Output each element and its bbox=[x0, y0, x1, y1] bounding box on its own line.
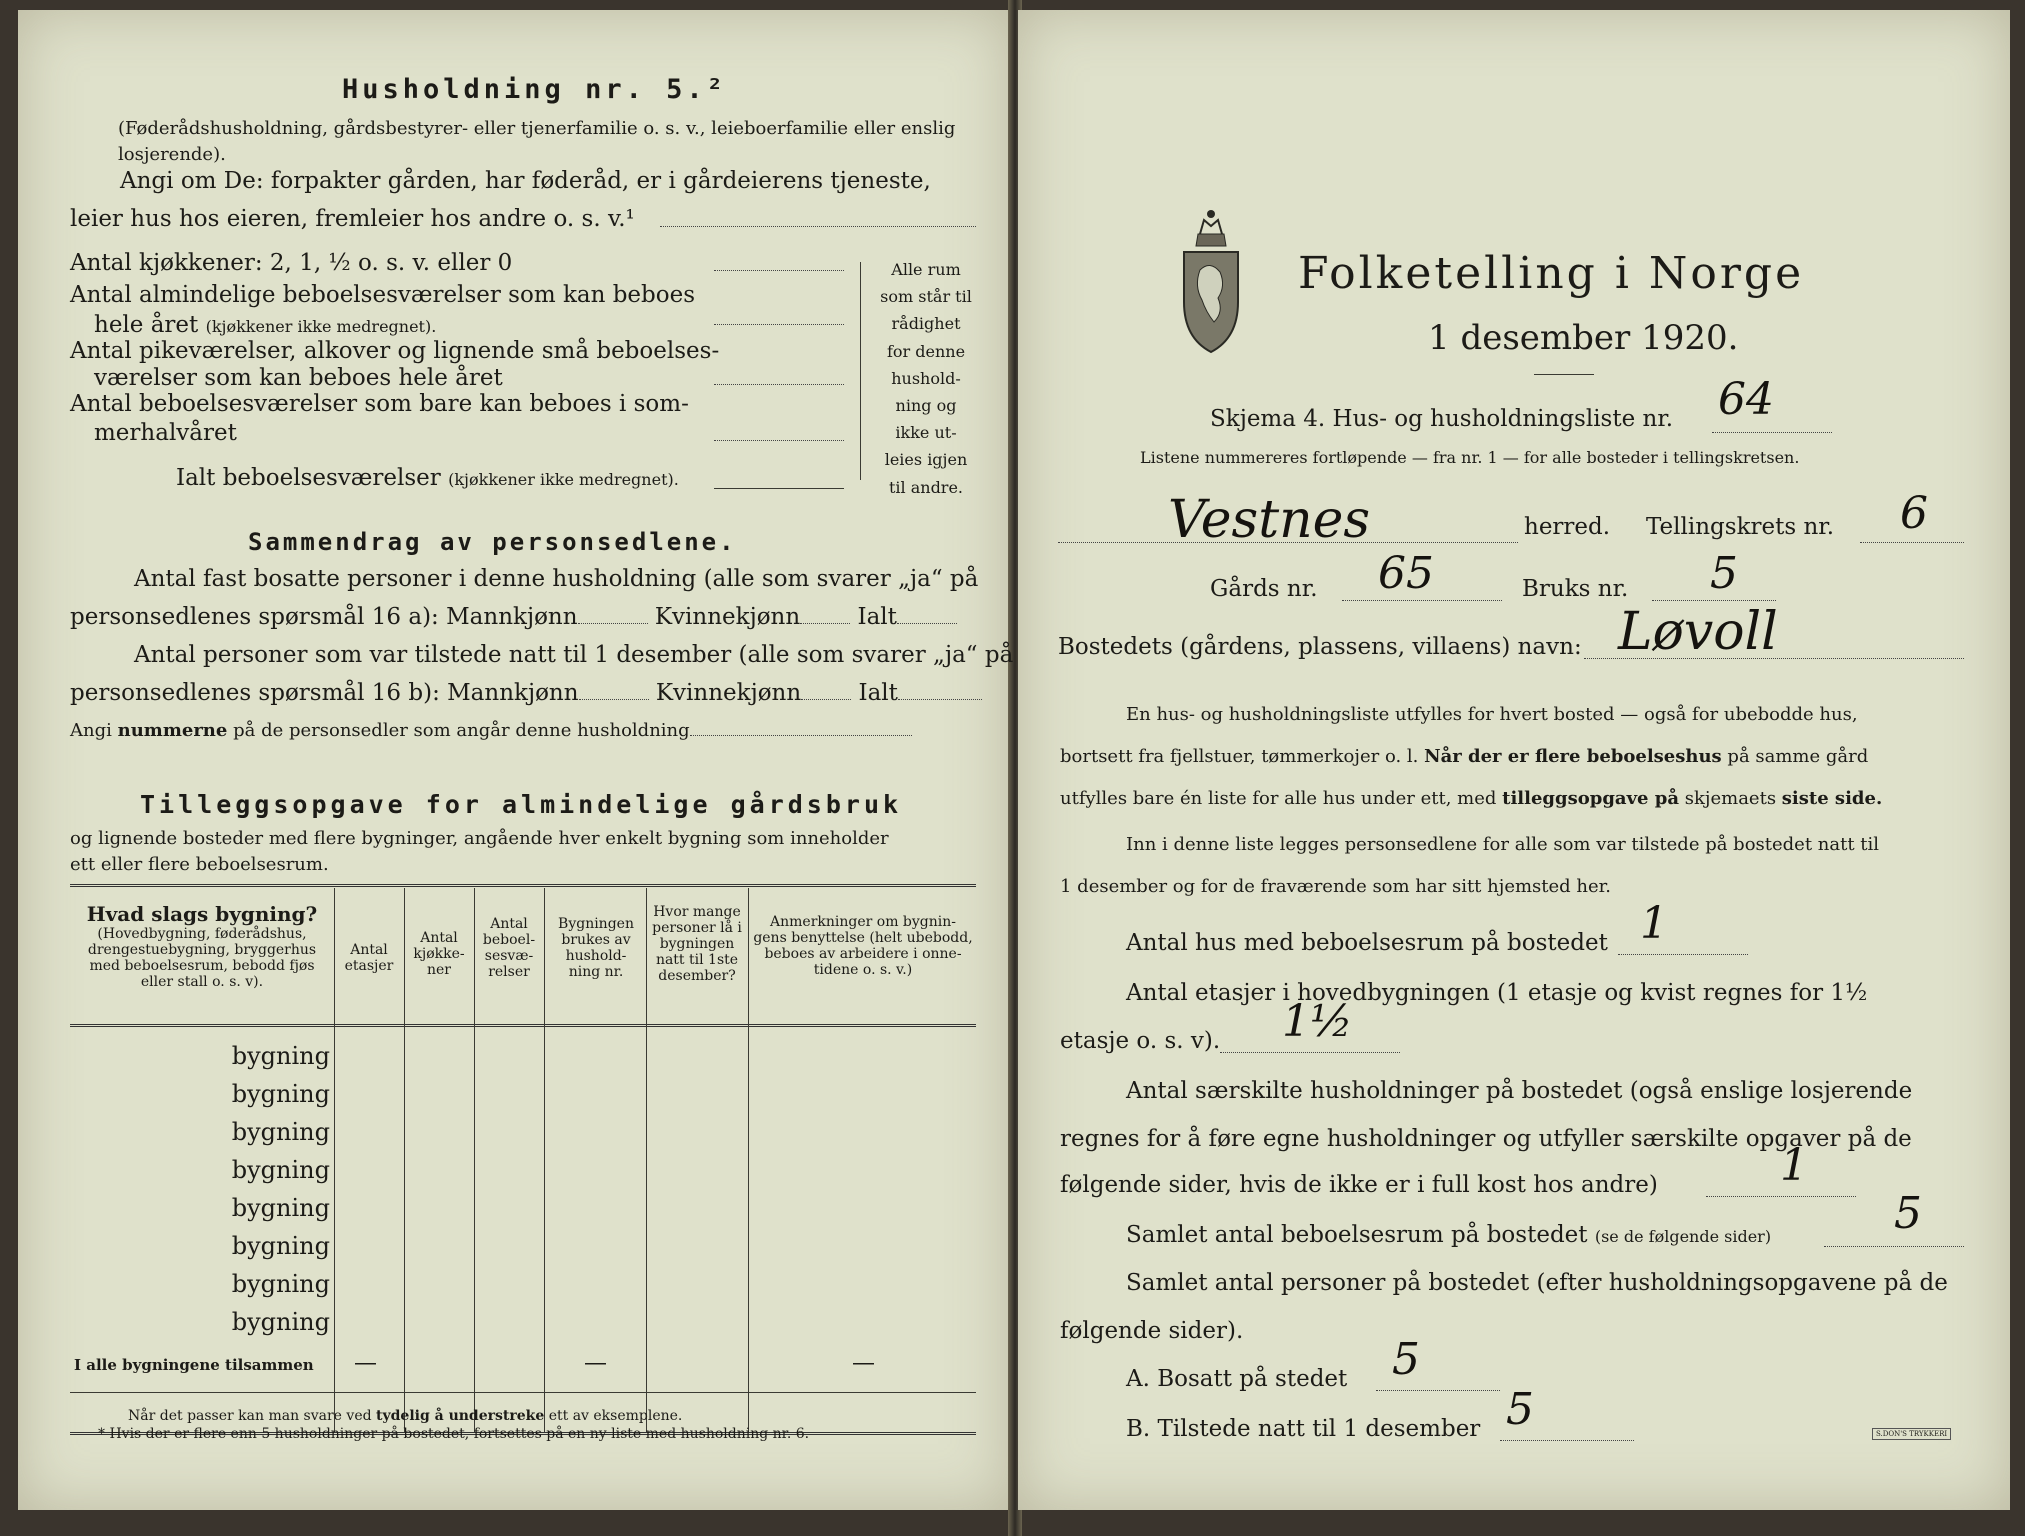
para2-line-1: Inn i denne liste legges personsedlene for alle som var tilstede på bostedet natt til bbox=[1126, 834, 1880, 855]
answer-line-alm bbox=[714, 324, 844, 325]
herred-line bbox=[1058, 542, 1518, 543]
samlet-rum-line bbox=[1824, 1246, 1964, 1247]
krets-value: 6 bbox=[1900, 488, 1928, 539]
tilstede-line-2: personsedlenes spørsmål 16 b): Mannkjønn Kvinnekjønn Ialt bbox=[70, 680, 982, 706]
date-rule bbox=[1534, 374, 1594, 375]
tillegg-sub-2: ett eller flere beboelsesrum. bbox=[70, 854, 329, 875]
gards-line bbox=[1342, 600, 1502, 601]
etasjer-line bbox=[1220, 1052, 1400, 1053]
gards-value: 65 bbox=[1378, 548, 1434, 599]
kjokkener-label: Antal kjøkkener: 2, 1, ½ o. s. v. eller 0 bbox=[70, 250, 513, 276]
total-dash-husholdning: — bbox=[584, 1350, 607, 1376]
tilstede-label: B. Tilstede natt til 1 desember bbox=[1126, 1416, 1481, 1442]
fast-line-1: Antal fast bosatte personer i denne husholdning (alle som svarer „ja“ på bbox=[134, 566, 979, 592]
total-dash-etasjer: — bbox=[354, 1350, 377, 1376]
hus-value: 1 bbox=[1640, 898, 1668, 949]
para1-line-2: bortsett fra fjellstuer, tømmerkojer o. l. Når der er flere beboelseshus på samme gård bbox=[1060, 746, 1869, 767]
para1-line-3: utfylles bare én liste for alle hus under ett, med tilleggsopgave på skjemaets siste side. bbox=[1060, 788, 1883, 809]
fast-line-2: personsedlenes spørsmål 16 a): Mannkjønn Kvinnekjønn Ialt bbox=[70, 604, 957, 630]
som-label-2: merhalvåret bbox=[94, 420, 237, 446]
tilstede-value: 5 bbox=[1506, 1384, 1534, 1435]
sammendrag-title: Sammendrag av personsedlene. bbox=[248, 528, 737, 556]
angi-line-1: Angi om De: forpakter gården, har føderåd, er i gårdeierens tjeneste, bbox=[120, 168, 931, 194]
samlet-rum-value: 5 bbox=[1894, 1188, 1922, 1239]
table-row-7: bygning bbox=[231, 1270, 330, 1298]
household-title: Husholdning nr. 5.² bbox=[342, 74, 727, 105]
col-head-husholdning: Bygningen brukes av hushold- ning nr. bbox=[558, 916, 634, 981]
answer-line-pike bbox=[714, 384, 844, 385]
table-total-rule-top bbox=[70, 1392, 976, 1393]
col-div-3 bbox=[474, 888, 475, 1432]
answer-line-kjokkener bbox=[714, 270, 844, 271]
table-top-rule bbox=[70, 884, 976, 887]
etasjer-value: 1½ bbox=[1282, 996, 1353, 1047]
col-div-6 bbox=[748, 888, 749, 1432]
col-head-building-type: Hvad slags bygning? (Hovedbygning, føderådshus, drengestuebygning, bryggerhus med beboelsesrum, bebodd fjøs eller stall o. s. v). bbox=[86, 902, 318, 991]
table-row-3: bygning bbox=[231, 1118, 330, 1146]
bosatt-value: 5 bbox=[1392, 1334, 1420, 1385]
herred-label: herred. bbox=[1524, 514, 1611, 540]
census-date: 1 desember 1920. bbox=[1428, 318, 1739, 358]
table-head-rule bbox=[70, 1024, 976, 1027]
ialt-label: Ialt beboelsesværelser (kjøkkener ikke medregnet). bbox=[176, 465, 679, 491]
col-div-2 bbox=[404, 888, 405, 1432]
gards-label: Gårds nr. bbox=[1210, 576, 1318, 602]
bosatt-label: A. Bosatt på stedet bbox=[1126, 1366, 1348, 1392]
hus-label: Antal hus med beboelsesrum på bostedet bbox=[1126, 930, 1608, 956]
table-row-8: bygning bbox=[231, 1308, 330, 1336]
angi-line-2: leier hus hos eieren, fremleier hos andre o. s. v.¹ bbox=[70, 206, 635, 232]
col-div-4 bbox=[544, 888, 545, 1432]
bosatt-line bbox=[1376, 1390, 1500, 1391]
hus-line bbox=[1618, 954, 1748, 955]
sarskilt-line-2: regnes for å føre egne husholdninger og utfyller særskilte opgaver på de bbox=[1060, 1126, 1912, 1152]
listene-note: Listene nummereres fortløpende — fra nr. 1 — for alle bosteder i tellingskretsen. bbox=[1140, 448, 1800, 467]
pike-label-1: Antal pikeværelser, alkover og lignende små beboelses- bbox=[70, 338, 720, 364]
household-subtitle: (Føderådshusholdning, gårdsbestyrer- eller tjenerfamilie o. s. v., leieboerfamilie eller enslig losjerende). bbox=[118, 118, 956, 166]
alm-label-1: Antal almindelige beboelsesværelser som kan beboes bbox=[70, 282, 696, 308]
table-row-5: bygning bbox=[231, 1194, 330, 1222]
sarskilt-line bbox=[1706, 1196, 1856, 1197]
etasjer-line-2: etasje o. s. v). bbox=[1060, 1028, 1221, 1054]
herred-value: Vestnes bbox=[1168, 490, 1371, 550]
answer-line-ialt bbox=[714, 488, 844, 489]
samlet-pers-line-2: følgende sider). bbox=[1060, 1318, 1244, 1344]
angi-nummer: Angi nummerne på de personsedler som angår denne husholdning bbox=[70, 720, 912, 741]
angi-answer-line bbox=[660, 226, 976, 227]
skjema-label: Skjema 4. Hus- og husholdningsliste nr. bbox=[1210, 406, 1674, 432]
krets-label: Tellingskrets nr. bbox=[1646, 514, 1835, 540]
tilstede-line bbox=[1500, 1440, 1634, 1441]
etasjer-line-1: Antal etasjer i hovedbygningen (1 etasje og kvist regnes for 1½ bbox=[1126, 980, 1868, 1006]
col-head-beboelse: Antal beboel- sesvæ- relser bbox=[482, 916, 536, 981]
col-head-kjokkener: Antal kjøkke- ner bbox=[413, 930, 465, 979]
footnote-2: * Hvis der er flere enn 5 husholdninger på bostedet, fortsettes på en ny liste med husholdning nr. 6. bbox=[98, 1426, 810, 1442]
sarskilt-value: 1 bbox=[1780, 1140, 1808, 1191]
table-row-6: bygning bbox=[231, 1232, 330, 1260]
krets-line bbox=[1860, 542, 1964, 543]
bruks-label: Bruks nr. bbox=[1522, 576, 1629, 602]
bosted-line bbox=[1584, 658, 1964, 659]
samlet-rum-label: Samlet antal beboelsesrum på bostedet (se de følgende sider) bbox=[1126, 1222, 1772, 1248]
tillegg-title: Tilleggsopgave for almindelige gårdsbruk bbox=[140, 790, 903, 819]
col-head-personer: Hvor mange personer lå i bygningen natt til 1ste desember? bbox=[652, 904, 742, 985]
sarskilt-line-3: følgende sider, hvis de ikke er i full kost hos andre) bbox=[1060, 1172, 1658, 1198]
table-row-1: bygning bbox=[231, 1042, 330, 1070]
census-title: Folketelling i Norge bbox=[1298, 248, 1805, 299]
alm-label-2: hele året (kjøkkener ikke medregnet). bbox=[94, 312, 437, 338]
pike-label-2: værelser som kan beboes hele året bbox=[94, 365, 503, 391]
som-label-1: Antal beboelsesværelser som bare kan beboes i som- bbox=[70, 391, 689, 417]
bosted-label: Bostedets (gårdens, plassens, villaens) navn: bbox=[1058, 634, 1582, 660]
col-head-anmerkninger: Anmerkninger om bygnin- gens benyttelse (helt ubebodd, beboes av arbeidere i onne- tidene o. s. v.) bbox=[753, 914, 973, 979]
bruks-line bbox=[1652, 600, 1776, 601]
bruks-value: 5 bbox=[1710, 548, 1738, 599]
para1-line-1: En hus- og husholdningsliste utfylles for hvert bosted — også for ubebodde hus, bbox=[1126, 704, 1858, 725]
col-head-etasjer: Antal etasjer bbox=[344, 942, 394, 975]
skjema-line bbox=[1712, 432, 1832, 433]
answer-line-som bbox=[714, 440, 844, 441]
tillegg-sub-1: og lignende bosteder med flere bygninger, angående hver enkelt bygning som inneholder bbox=[70, 828, 889, 849]
total-row-label: I alle bygningene tilsammen bbox=[74, 1356, 314, 1374]
skjema-number: 64 bbox=[1718, 374, 1774, 425]
printer-stamp: S.DON'S TRYKKERI bbox=[1872, 1428, 1951, 1440]
tilstede-line-1: Antal personer som var tilstede natt til 1 desember (alle som svarer „ja“ på bbox=[134, 642, 1014, 668]
table-row-4: bygning bbox=[231, 1156, 330, 1184]
total-dash-anmerkninger: — bbox=[852, 1350, 875, 1376]
table-row-2: bygning bbox=[231, 1080, 330, 1108]
col-div-5 bbox=[646, 888, 647, 1432]
coat-of-arms-icon bbox=[1176, 202, 1246, 354]
brace-line bbox=[860, 262, 861, 480]
bosted-value: Løvoll bbox=[1618, 602, 1778, 662]
sarskilt-line-1: Antal særskilte husholdninger på bostedet (også enslige losjerende bbox=[1126, 1078, 1913, 1104]
para2-line-2: 1 desember og for de fraværende som har sitt hjemsted her. bbox=[1060, 876, 1611, 897]
samlet-pers-line-1: Samlet antal personer på bostedet (efter husholdningsopgavene på de bbox=[1126, 1270, 1948, 1296]
footnote-1: Når det passer kan man svare ved tydelig å understreke ett av eksemplene. bbox=[128, 1408, 683, 1424]
brace-note: Alle rum som står til rådighet for denne hushold- ning og ikke ut- leies igjen til andre. bbox=[880, 260, 972, 497]
col-div-1 bbox=[334, 888, 335, 1432]
